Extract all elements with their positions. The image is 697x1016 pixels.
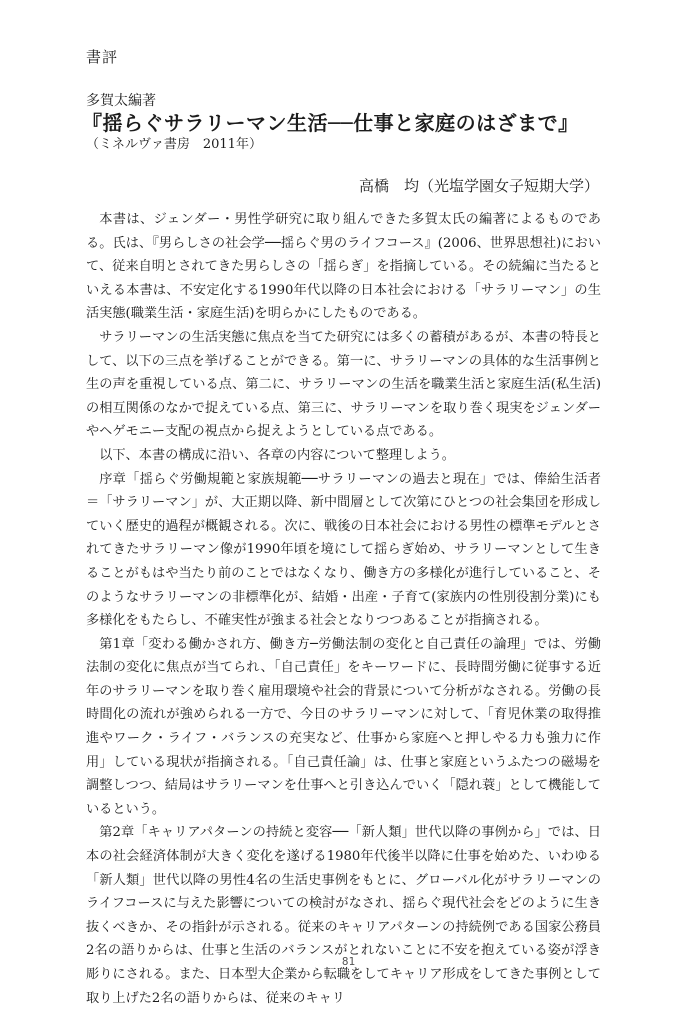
page-number: 81	[341, 955, 356, 968]
paragraph: 序章「揺らぐ労働規範と家族規範──サラリーマンの過去と現在」では、俸給生活者＝「サラリーマン」が、大正期以降、新中間層として次第にひとつの社会集団を形成していく歴史的過程が概観される。次に、戦後の日本社会における男性の標準モデルとされてきたサラリーマン像が1990年頃を境にして揺らぎ始め、サラリーマンとして生きることがもはや当たり前のことではなくなり、働き方の多様化が進行していること、そのようなサラリーマンの非標準化が、結婚・出産・子育て(家族内の性別役割分業)にも多様化をもたらし、不確実性が強まる社会となりつつあることが指摘される。	[86, 471, 601, 629]
paragraph: 以下、本書の構成に沿い、各章の内容について整理しよう。	[99, 447, 455, 463]
paragraph: 本書は、ジェンダー・男性学研究に取り組んできた多賀太氏の編著によるものである。氏は、『男らしさの社会学──揺らぐ男のライフコース』(2006、世界思想社)において、従来自明とされてきた男らしさの「揺らぎ」を指摘している。その続編に当たるといえる本書は、不安定化する1990年代以降の日本社会における「サラリーマン」の生活実態(職業生活・家庭生活)を明らかにしたものである。	[86, 212, 601, 322]
book-editor: 多賀太編著	[86, 93, 156, 109]
section-label: 書評	[86, 48, 119, 66]
review-body	[86, 208, 601, 1010]
reviewer-name: 高橋 均（光塩学園女子短期大学）	[358, 177, 599, 195]
paragraph: 第1章「変わる働かされ方、働き方─労働法制の変化と自己責任の論理」では、労働法制の変化に焦点が当てられ、「自己責任」をキーワードに、長時間労働に従事する近年のサラリーマンを取り巻く雇用環境や社会的背景について分析がなされる。労働の長時間化の流れが強められる一方で、今日のサラリーマンに対して、「育児休業の取得推進やワーク・ライフ・バランスの充実など、仕事から家庭へと押しやる力も強力に作用」している現状が指摘される。「自己責任論」は、仕事と家庭というふたつの磁場を調整しつつ、結局はサラリーマンを仕事へと引き込んでいく「隠れ蓑」として機能しているという。	[86, 636, 601, 817]
paragraph: サラリーマンの生活実態に焦点を当てた研究には多くの蓄積があるが、本書の特長として、以下の三点を挙げることができる。第一に、サラリーマンの具体的な生活事例と生の声を重視している点、第二に、サラリーマンの生活を職業生活と家庭生活(私生活)の相互関係のなかで捉えている点、第三に、サラリーマンを取り巻く現実をジェンダーやヘゲモニー支配の視点から捉えようとしている点である。	[86, 329, 601, 440]
paragraph: 第2章「キャリアパターンの持続と変容──「新人類」世代以降の事例から」では、日本の社会経済体制が大きく変化を遂げる1980年代後半以降に仕事を始めた、いわゆる「新人類」世代以降の男性4名の生活史事例をもとに、グローバル化がサラリーマンのライフコースに与えた影響についての検討がなされ、揺らぐ現代社会をどのように生き抜くべきか、その指針が示される。従来のキャリアパターンの持続例である国家公務員2名の語りからは、仕事と生活のバランスがとれないことに不安を抱えている姿が浮き彫りにされる。また、日本型大企業から転職をしてキャリア形成をしてきた事例として取り上げた2名の語りからは、従来のキャリ	[86, 825, 601, 1006]
book-publisher: （ミネルヴァ書房 2011年）	[86, 137, 262, 152]
book-title: 『揺らぐサラリーマン生活──仕事と家庭のはざまで』	[82, 111, 579, 135]
